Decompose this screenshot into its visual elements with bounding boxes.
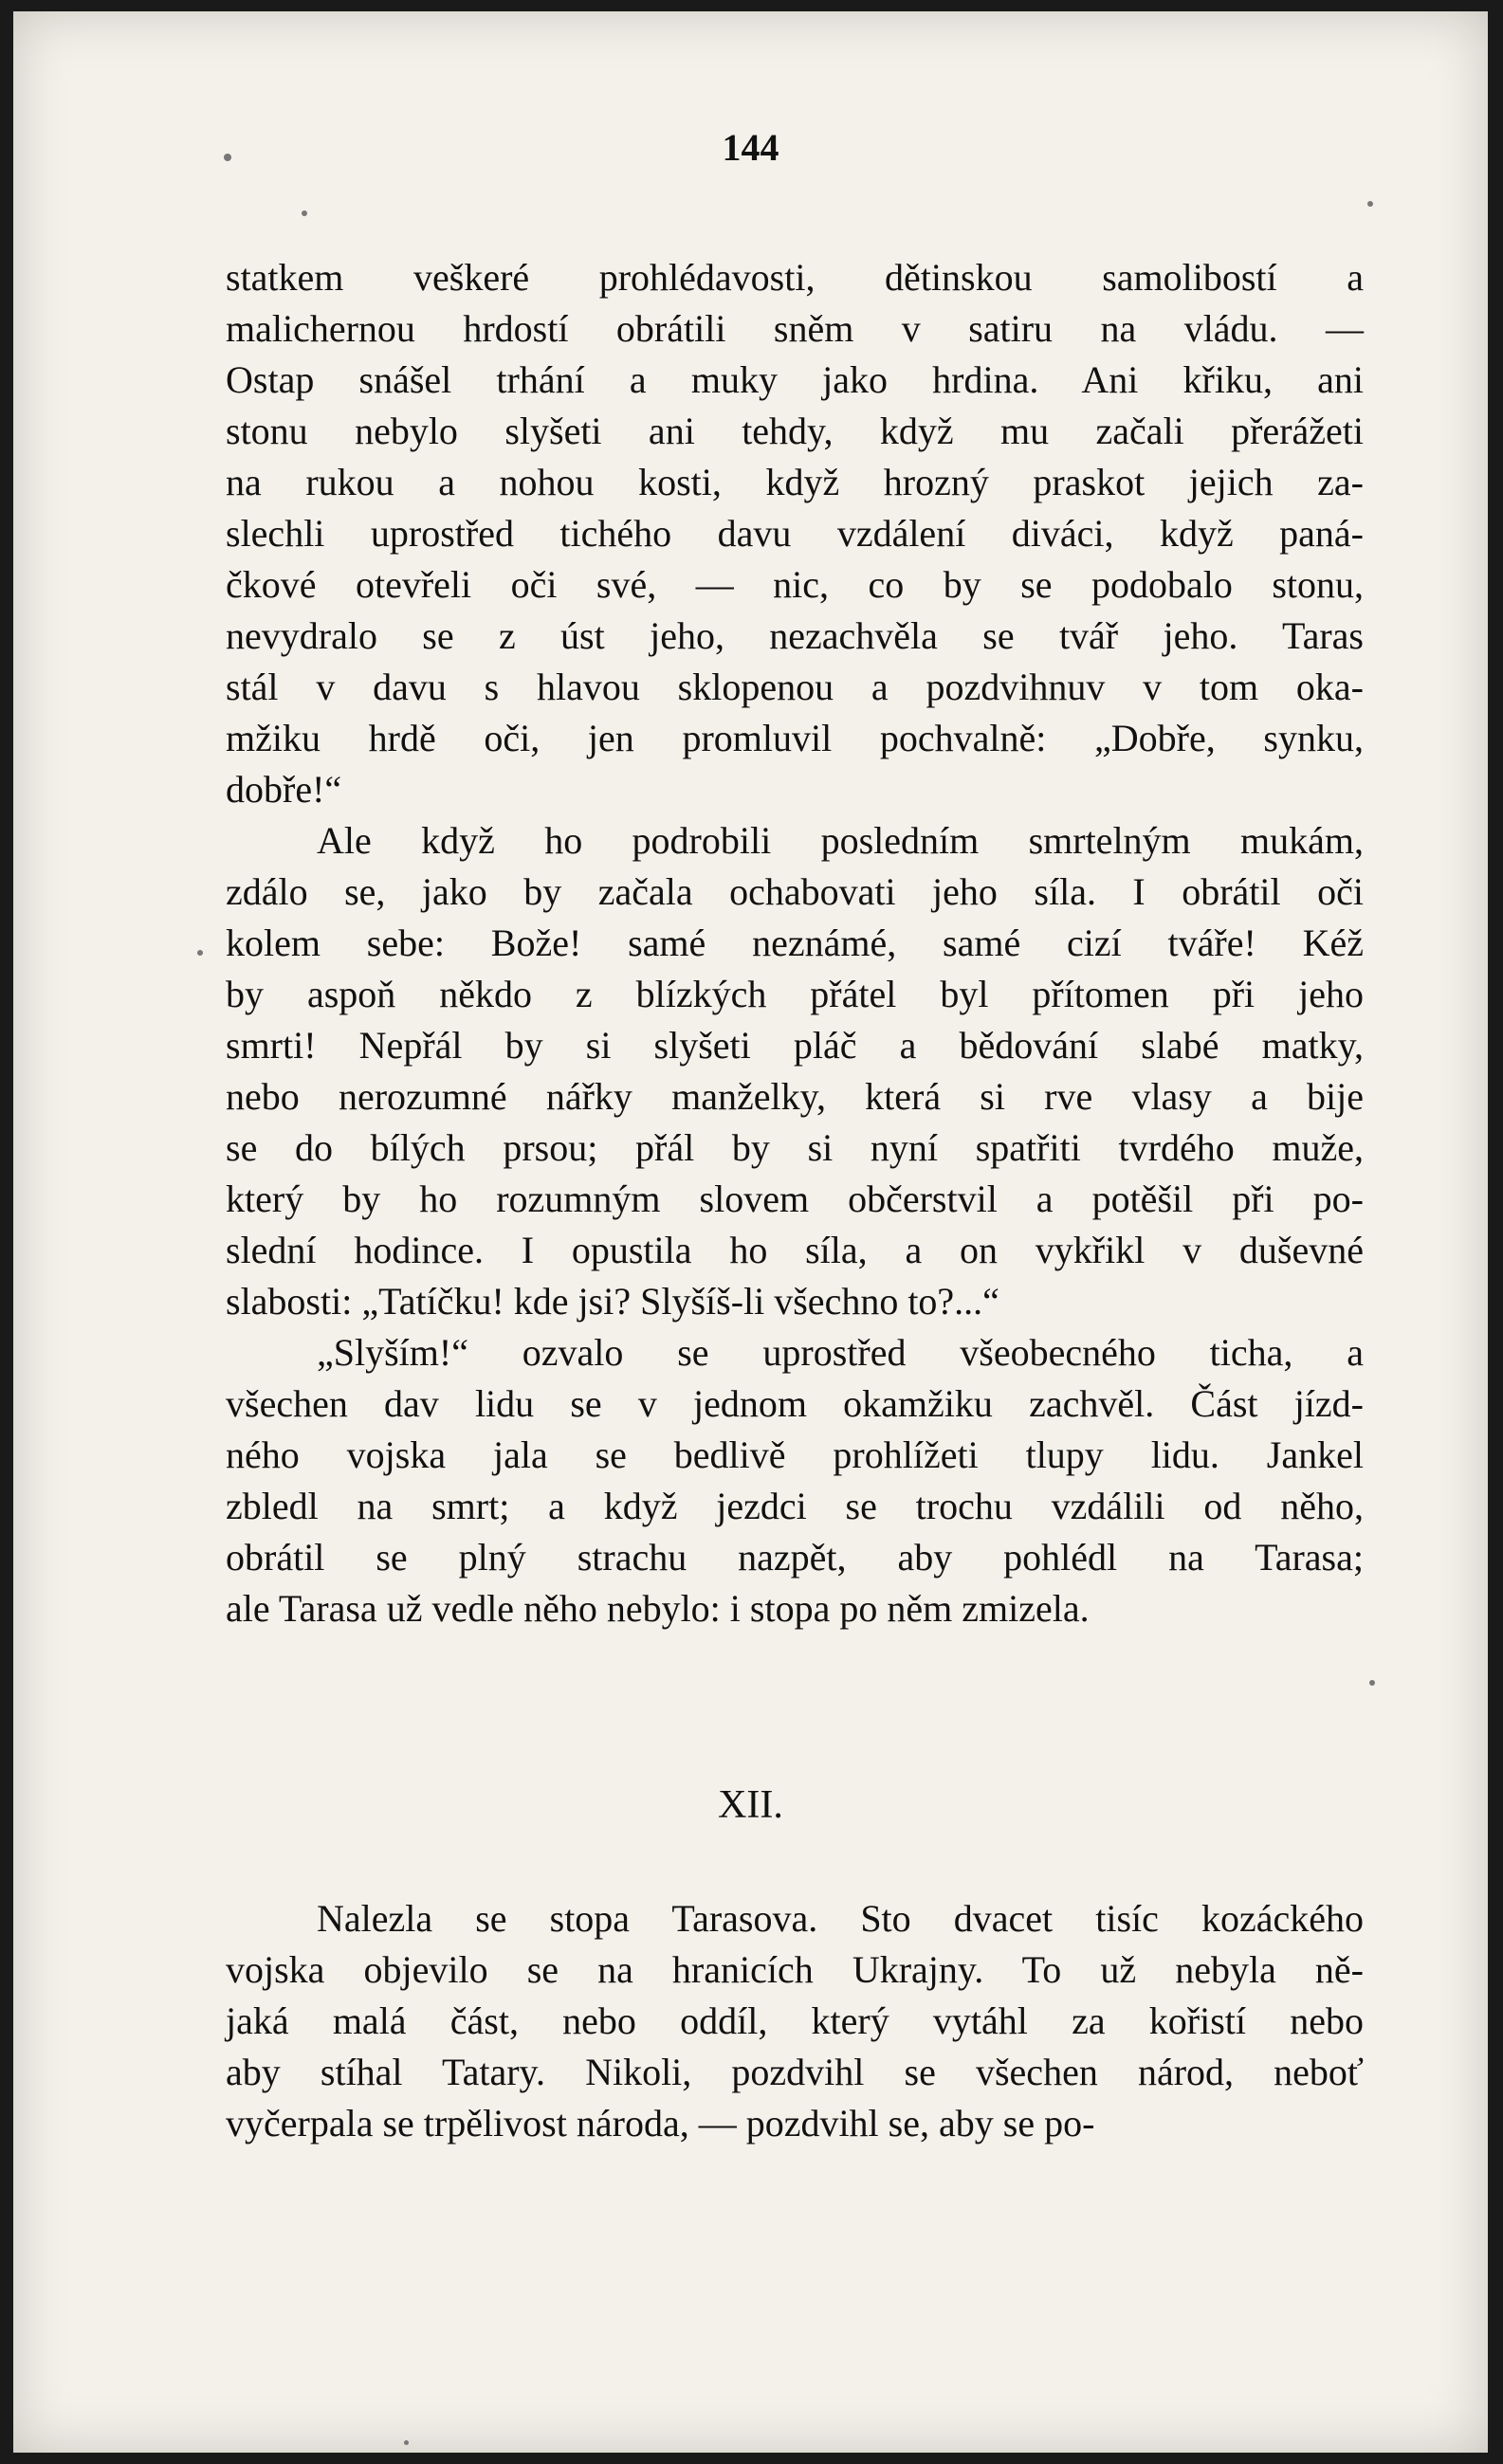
text-line: zbledl na smrt; a když jezdci se trochu vzdálili od něho, [226, 1485, 1364, 1527]
paragraph-1 [226, 252, 1364, 815]
scan-speck [404, 2440, 409, 2445]
text-line: Ale když ho podrobili posledním smrtelným mukám, [317, 819, 1364, 862]
scan-speck [1369, 1680, 1375, 1686]
book-page [13, 11, 1488, 2453]
text-line: vyčerpala se trpělivost národa, — pozdvihl se, aby se po- [226, 2102, 1095, 2145]
text-line: všechen dav lidu se v jednom okamžiku zachvěl. Část jízd- [226, 1382, 1364, 1425]
page-number: 144 [722, 126, 779, 169]
chapter-xi-ending [226, 252, 1364, 1634]
paragraph-2 [226, 815, 1364, 1327]
paragraph-3 [226, 1327, 1364, 1634]
text-line: aby stíhal Tatary. Nikoli, pozdvihl se všechen národ, neboť [226, 2051, 1364, 2093]
text-line: by aspoň někdo z blízkých přátel byl přítomen při jeho [226, 973, 1364, 1015]
paragraph-4 [226, 1893, 1364, 2149]
chapter-xii-text [226, 1893, 1364, 2149]
text-line: vojska objevilo se na hranicích Ukrajny. To už nebyla ně- [226, 1948, 1364, 1991]
text-line: malichernou hrdostí obrátili sněm v satiru na vládu. — [226, 307, 1364, 350]
text-line: zdálo se, jako by začala ochabovati jeho síla. I obrátil oči [226, 870, 1364, 913]
scan-speck [302, 210, 307, 216]
text-line: Nalezla se stopa Tarasova. Sto dvacet tisíc kozáckého [317, 1897, 1364, 1940]
text-line: Ostap snášel trhání a muky jako hrdina. Ani křiku, ani [226, 358, 1364, 401]
text-line: obrátil se plný strachu nazpět, aby pohlédl na Tarasa; [226, 1536, 1364, 1579]
text-line: ného vojska jala se bedlivě prohlížeti tlupy lidu. Jankel [226, 1433, 1364, 1476]
text-line: který by ho rozumným slovem občerstvil a potěšil při po- [226, 1177, 1364, 1220]
text-line: nevydralo se z úst jeho, nezachvěla se tvář jeho. Taras [226, 614, 1364, 657]
text-line: na rukou a nohou kosti, když hrozný praskot jejich za- [226, 461, 1364, 503]
text-line: stonu nebylo slyšeti ani tehdy, když mu začali přerážeti [226, 410, 1364, 452]
scan-speck [224, 154, 231, 161]
chapter-heading: XII. [718, 1783, 783, 1827]
text-line: čkové otevřeli oči své, — nic, co by se podobalo stonu, [226, 563, 1364, 606]
text-line: jaká malá část, nebo oddíl, který vytáhl za kořistí nebo [226, 1999, 1364, 2042]
text-line: stál v davu s hlavou sklopenou a pozdvihnuv v tom oka- [226, 666, 1364, 708]
scan-speck [197, 950, 203, 956]
text-line: slabosti: „Tatíčku! kde jsi? Slyšíš-li všechno to?...“ [226, 1280, 999, 1323]
text-line: dobře!“ [226, 768, 342, 811]
text-line: smrti! Nepřál by si slyšeti pláč a bědování slabé matky, [226, 1024, 1364, 1067]
text-line: statkem veškeré prohlédavosti, dětinskou samolibostí a [226, 256, 1364, 299]
text-line: slední hodince. I opustila ho síla, a on vykřikl v duševné [226, 1229, 1364, 1271]
text-line: „Slyším!“ ozvalo se uprostřed všeobecného ticha, a [317, 1331, 1364, 1374]
text-line: nebo nerozumné nářky manželky, která si rve vlasy a bije [226, 1075, 1364, 1118]
text-line: kolem sebe: Bože! samé neznámé, samé cizí tváře! Kéž [226, 922, 1364, 964]
scan-speck [1367, 201, 1373, 207]
text-line: slechli uprostřed tichého davu vzdálení diváci, když paná- [226, 512, 1364, 555]
text-line: ale Tarasa už vedle něho nebylo: i stopa po něm zmizela. [226, 1587, 1090, 1630]
text-line: mžiku hrdě oči, jen promluvil pochvalně: „Dobře, synku, [226, 717, 1364, 759]
text-line: se do bílých prsou; přál by si nyní spatřiti tvrdého muže, [226, 1126, 1364, 1169]
